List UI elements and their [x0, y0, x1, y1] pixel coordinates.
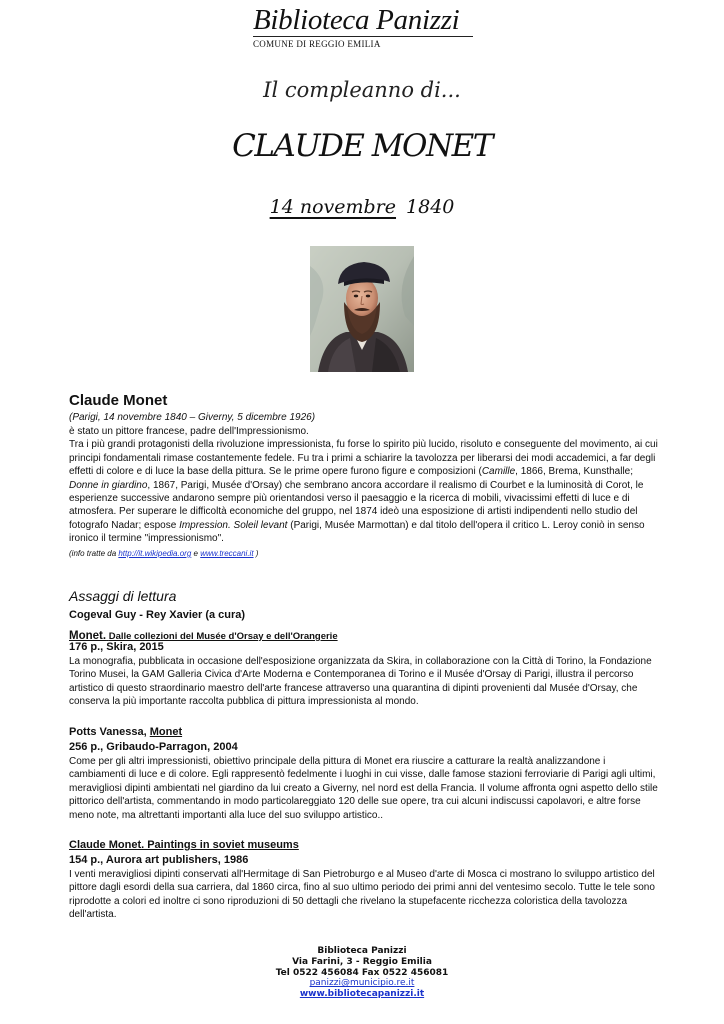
- birth-date-year: 1840: [406, 196, 455, 218]
- book-description: Come per gli altri impressionisti, obiettivo principale della pittura di Monet era riuscire a catturare la realtà analizzandone i cambiamenti di luce e di colore. Egli rappresentò fedelmente i luoghi in cui visse, dalle famose stazioni ferroviarie di Parigi agli ultimi, meravigliosi dipinti ambientati nel giardino da lui creato a Giverny, nel nord est della Francia. Il volume affronta ogni aspetto dello stile pittorico dell'artista, commentando in modo particolareggiato 120 delle sue opere, tra cui alcuni indiscussi capolavori, e altre forse meno note, ma altrettanti importanti alla luce del suo sviluppo artistico..: [69, 756, 658, 821]
- bio-paragraph: Tra i più grandi protagonisti della rivoluzione impressionista, fu forse lo spirito più lucido, risoluto e conseguente del movimento, ai cui principi fondamentali rimase costantemente fedele. Fu tra i primi a schiarire la tavolozza per liberarsi dei modi accademici, a far degli effetti di colore e di luce la base della pittura. Se le prime opere furono figure e composizioni (Camille, 1866, Brema, Kunsthalle; Donne in giardino, 1867, Parigi, Musée d'Orsay) che sembrano ancora accordare il realismo di Courbet e la luminosità di Corot, le esperienze successive andarono sempre più orientandosi verso il paesaggio e la ricerca di mobili, vivacissimi effetti di luce e di atmosfera. Per superare le difficoltà economiche del gruppo, nel 1874 ideò una esposizione di artisti indipendenti nello studio del fotografo Nadar; espose Impression. Soleil levant (Parigi, Musée Marmottan) e dal titolo dell'opera il critico L. Leroy coniò in senso ironico il termine "impressionismo".: [69, 439, 658, 545]
- footer-contact: [0, 946, 724, 1000]
- footer-address: Via Farini, 3 - Reggio Emilia: [292, 956, 432, 967]
- bio-text: [69, 425, 659, 546]
- book-description: I venti meravigliosi dipinti conservati all'Hermitage di San Pietroburgo e al Museo d'arte di Mosca ci mostrano lo sviluppo artistico del pittore dagli esordi della sua carriera, dal 1860 circa, fino al suo ultimo periodo dei primi anni del ventesimo secolo. Tutte le tele sono riprodotte a colori ed inoltre ci sono riproduzioni di 50 dettagli che rivelano la stupefacente ricchezza coloristica della tavolozza dell'artista.: [69, 869, 655, 921]
- book-title: Monet: [149, 726, 183, 738]
- logo-rule: [253, 36, 473, 37]
- bio-source-note: (info tratte da http://it.wikipedia.org e www.treccani.it ): [69, 549, 259, 558]
- section-heading: Assaggi di lettura: [69, 588, 177, 604]
- bio-heading: Claude Monet: [69, 392, 168, 409]
- portrait-image: [310, 246, 414, 372]
- logo-title: Biblioteca Panizzi: [253, 4, 460, 36]
- book-publication: 256 p., Gribaudo-Parragon, 2004: [69, 741, 238, 753]
- book-publication: 154 p., Aurora art publishers, 1986: [69, 854, 249, 866]
- book-title: Claude Monet. Paintings in soviet museums: [69, 839, 299, 851]
- bio-intro-line: è stato un pittore francese, padre dell'Impressionismo.: [69, 426, 309, 437]
- page-title: CLAUDE MONET: [232, 128, 492, 164]
- footer-website-link[interactable]: www.bibliotecapanizzi.it: [299, 989, 425, 1000]
- footer-email-link[interactable]: panizzi@municipio.re.it: [309, 978, 415, 989]
- book-description: La monografia, pubblicata in occasione dell'esposizione organizzata da Skira, in collaborazione con la Città di Torino, la Fondazione Torino Musei, la GAM Galleria Civica d'Arte Moderna e Contemporanea di Torino e il Musée d'Orsay di Parigi, illustra il percorso artistico di questo straordinario maestro dell'arte francese attraverso una quarantina di dipinti provenienti dal Musée d'Orsay, che conserva la più importante raccolta pubblica di pittura impressionista al mondo.: [69, 656, 652, 708]
- book-title-main: Monet.: [69, 630, 107, 642]
- work-camille: Camille: [481, 466, 516, 478]
- footer-phone: Tel 0522 456084 Fax 0522 456081: [275, 967, 449, 978]
- bio-dates: (Parigi, 14 novembre 1840 – Giverny, 5 dicembre 1926): [69, 412, 316, 423]
- wikipedia-link[interactable]: http://it.wikipedia.org: [118, 549, 192, 558]
- birth-date-day: 14 novembre: [269, 196, 397, 218]
- birth-date: [0, 196, 724, 218]
- library-logo: [253, 4, 475, 49]
- book-publication: 176 p., Skira, 2015: [69, 641, 164, 653]
- treccani-link[interactable]: www.treccani.it: [200, 549, 254, 558]
- page-subtitle: Il compleanno di...: [263, 78, 461, 102]
- footer-name: Biblioteca Panizzi: [317, 946, 407, 956]
- book-title-sub: Dalle collezioni del Musée d'Orsay e dell'Orangerie: [108, 631, 338, 642]
- work-impression-soleil-levant: Impression. Soleil levant: [179, 519, 288, 531]
- work-donne-in-giardino: Donne in giardino: [69, 479, 148, 491]
- book-author: Cogeval Guy - Rey Xavier (a cura): [69, 609, 246, 621]
- book-author: Potts Vanessa, Monet: [69, 726, 183, 738]
- logo-subtitle: COMUNE DI REGGIO EMILIA: [253, 39, 381, 49]
